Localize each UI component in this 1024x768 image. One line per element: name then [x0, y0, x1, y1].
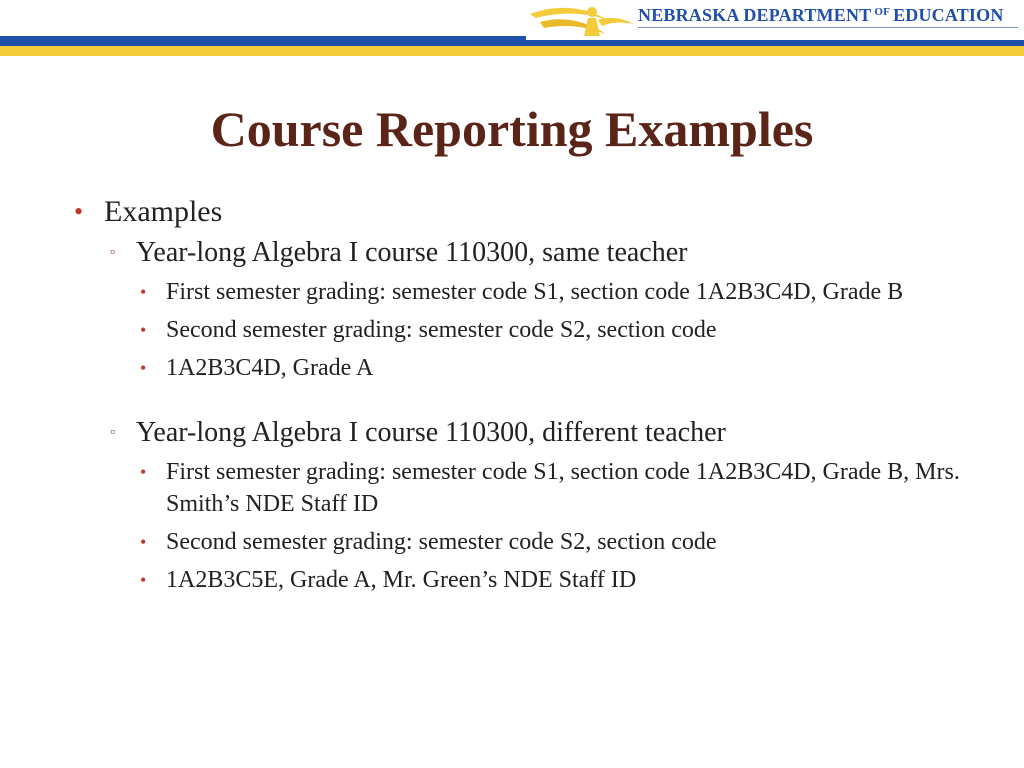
bullet-level2 — [74, 236, 974, 270]
bullet-dot-icon: • — [140, 320, 147, 340]
bullet-dot-icon: • — [140, 532, 147, 552]
bullet-text: Year-long Algebra I course 110300, same teacher — [136, 237, 688, 268]
bullet-dot-icon: • — [140, 462, 147, 482]
bullet-dot-icon: • — [140, 282, 147, 302]
bullet-level2 — [74, 416, 974, 450]
bullet-level3 — [74, 456, 974, 520]
bullet-text: Year-long Algebra I course 110300, different teacher — [136, 417, 726, 448]
bullet-text: Examples — [104, 195, 223, 228]
bullet-level3 — [74, 564, 974, 596]
bullet-text: 1A2B3C4D, Grade A — [166, 355, 374, 381]
page-title: Course Reporting Examples — [210, 101, 814, 157]
org-name: NEBRASKA DEPARTMENT $^{OF}$ EDUCATION — [638, 5, 1004, 25]
bullet-level1 — [74, 194, 974, 230]
header-band-gold — [0, 46, 1024, 56]
bullet-dot-icon: • — [140, 358, 147, 378]
bullet-text: Second semester grading: semester code S2, section code — [166, 317, 717, 343]
bullet-level3 — [74, 314, 974, 346]
bullet-dot-icon: • — [74, 197, 84, 226]
bullet-level3 — [74, 352, 974, 384]
swoosh-figure-icon — [526, 0, 636, 42]
bullet-dot-icon: • — [140, 570, 147, 590]
bullet-text: First semester grading: semester code S1, section code 1A2B3C4D, Grade B — [166, 279, 904, 305]
slide-body — [74, 194, 974, 596]
bullet-text: Second semester grading: semester code S2, section code — [166, 529, 717, 555]
bullet-square-icon: ▫ — [110, 245, 115, 260]
bullet-square-icon: ▫ — [110, 425, 115, 440]
bullet-level3 — [74, 526, 974, 558]
bullet-text: 1A2B3C5E, Grade A, Mr. Green’s NDE Staff ID — [166, 567, 637, 593]
header-logo — [526, 0, 1024, 40]
bullet-level3 — [74, 276, 974, 308]
org-name-underline — [638, 27, 1018, 28]
bullet-text: First semester grading: semester code S1, section code 1A2B3C4D, Grade B, Mrs. Smith’s NDE Staff ID — [166, 459, 960, 517]
